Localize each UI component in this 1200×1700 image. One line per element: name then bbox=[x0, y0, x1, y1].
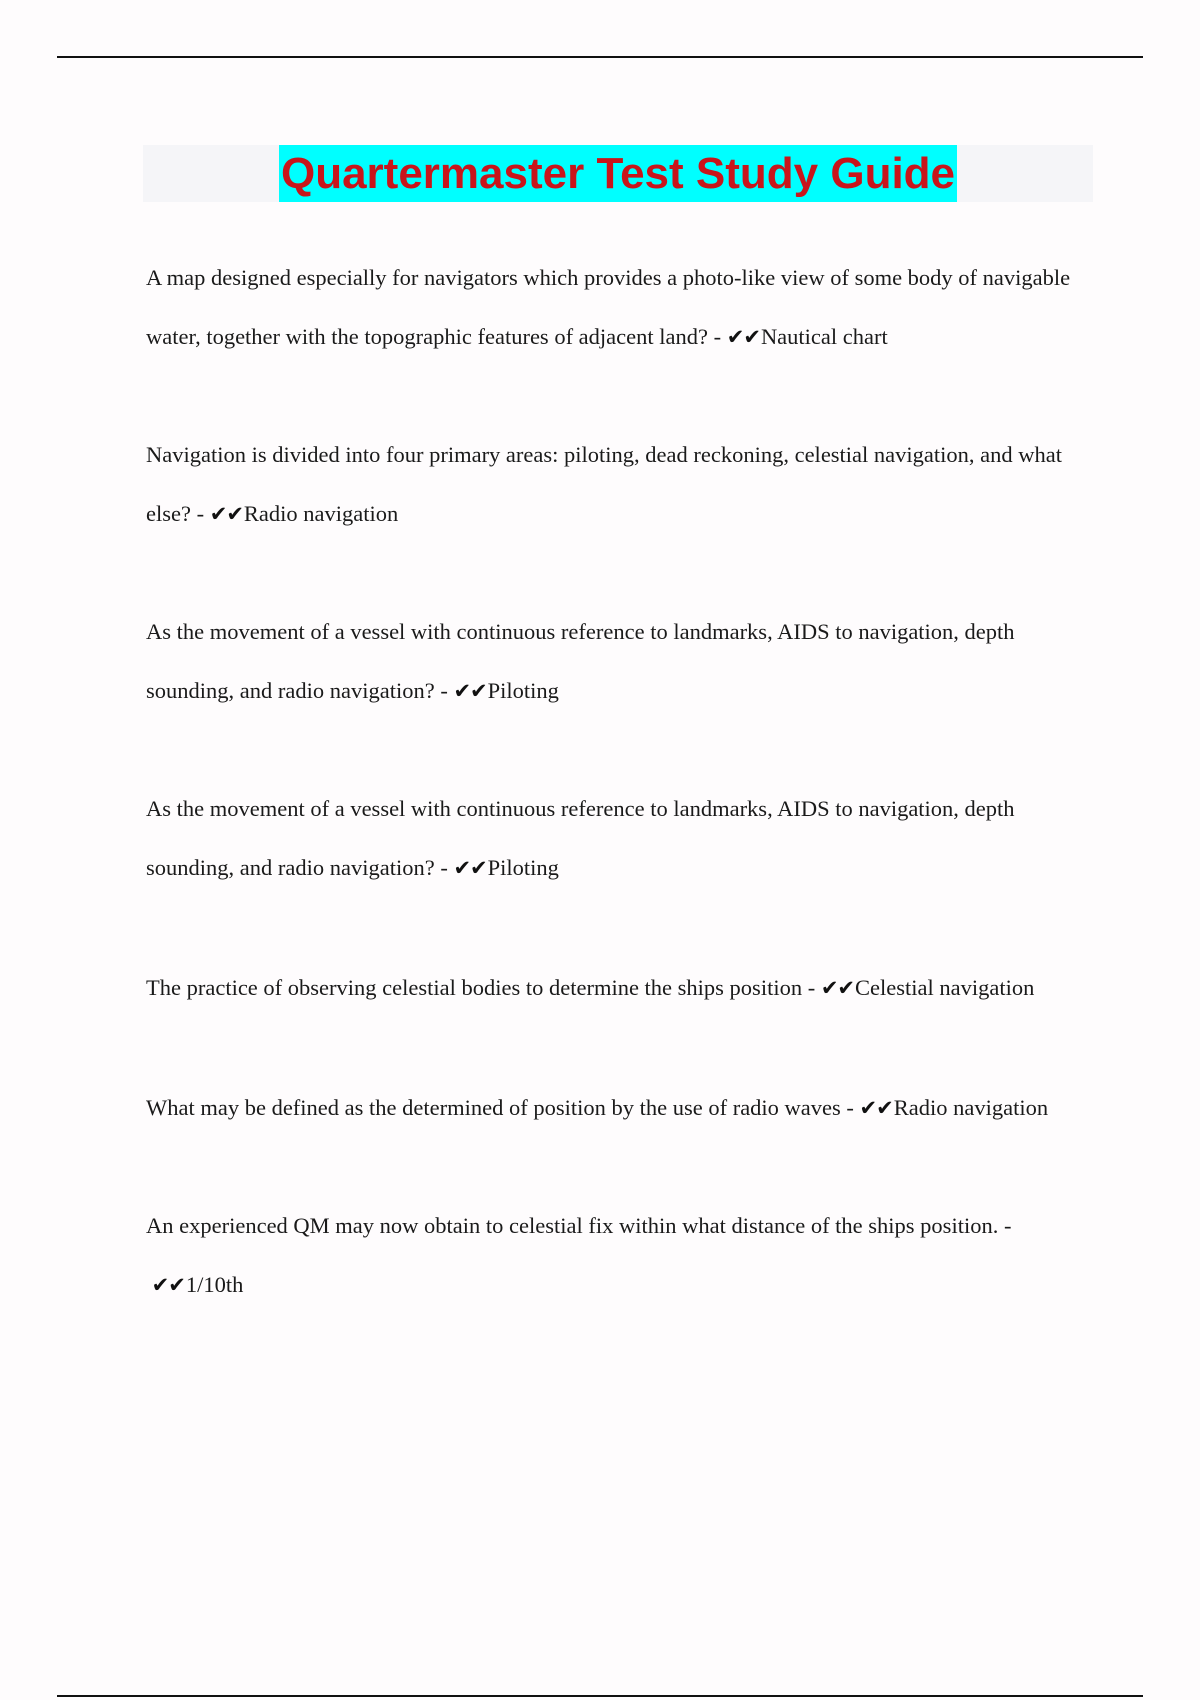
double-check-icon: ✔✔ bbox=[859, 1096, 893, 1120]
double-check-icon: ✔✔ bbox=[453, 679, 487, 703]
question-text: An experienced QM may now obtain to celestial fix within what distance of the ships position. - bbox=[146, 1213, 1012, 1238]
answer-text: Piloting bbox=[487, 678, 559, 703]
header-rule bbox=[57, 56, 1143, 58]
qa-item bbox=[146, 1078, 1096, 1138]
question-text: The practice of observing celestial bodies to determine the ships position - bbox=[146, 975, 816, 1000]
qa-item bbox=[146, 602, 1096, 721]
double-check-icon: ✔✔ bbox=[453, 856, 487, 880]
page-title: Quartermaster Test Study Guide bbox=[279, 145, 957, 202]
question-text: As the movement of a vessel with continuous reference to landmarks, AIDS to navigation, depth sounding, and radio navigation? - bbox=[146, 796, 1015, 880]
question-text: Navigation is divided into four primary areas: piloting, dead reckoning, celestial navigation, and what else? - bbox=[146, 442, 1062, 526]
question-text: What may be defined as the determined of position by the use of radio waves - bbox=[146, 1095, 854, 1120]
title-band bbox=[143, 145, 1093, 202]
answer-text: Nautical chart bbox=[760, 324, 888, 349]
double-check-icon: ✔✔ bbox=[820, 976, 855, 1000]
answer-text: Radio navigation bbox=[893, 1095, 1049, 1120]
question-text: As the movement of a vessel with continuous reference to landmarks, AIDS to navigation, depth sounding, and radio navigation? - bbox=[146, 619, 1015, 703]
double-check-icon: ✔✔ bbox=[726, 325, 760, 349]
double-check-icon: ✔✔ bbox=[209, 502, 243, 526]
qa-item bbox=[146, 958, 1096, 1018]
answer-text: Celestial navigation bbox=[855, 975, 1035, 1000]
question-text: A map designed especially for navigators which provides a photo-like view of some body of navigable water, together with the topographic features of adjacent land? - bbox=[146, 265, 1071, 349]
answer-text: Piloting bbox=[487, 855, 559, 880]
qa-list bbox=[146, 248, 1096, 1373]
double-check-icon: ✔✔ bbox=[151, 1273, 185, 1297]
answer-text: Radio navigation bbox=[243, 501, 399, 526]
qa-item bbox=[146, 248, 1096, 367]
qa-item bbox=[146, 425, 1096, 544]
answer-text: 1/10th bbox=[185, 1272, 244, 1297]
qa-item bbox=[146, 779, 1096, 898]
qa-item bbox=[146, 1196, 1096, 1315]
footer-rule bbox=[57, 1695, 1143, 1697]
